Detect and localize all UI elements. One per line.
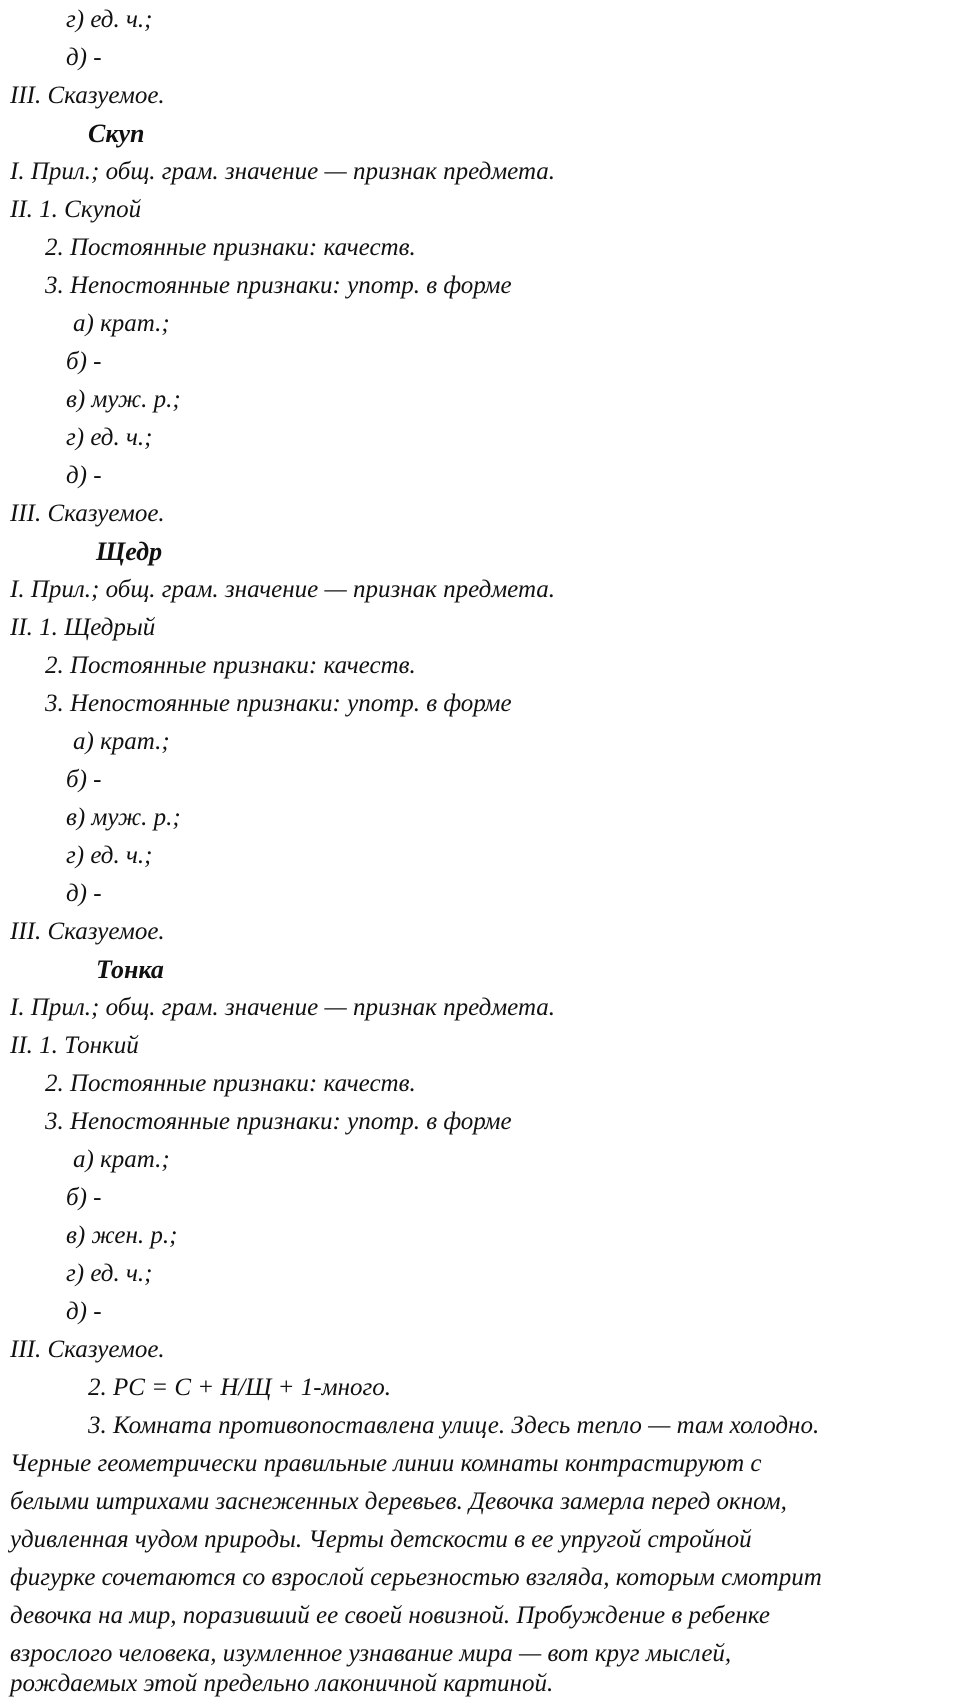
feature-d: д) -: [66, 462, 102, 489]
feature-b: б) -: [66, 348, 102, 375]
initial-form-line: II. 1. Щедрый: [10, 614, 156, 641]
initial-form-line: II. 1. Тонкий: [10, 1032, 139, 1059]
task-3-paragraph-line: Черные геометрически правильные линии комнаты контрастируют с: [10, 1450, 762, 1477]
part-of-speech-line: I. Прил.; общ. грам. значение — признак предмета.: [10, 158, 556, 185]
task-2-formula: 2. PC = C + Н/Щ + 1-много.: [88, 1374, 391, 1401]
word-heading-tonka: Тонка: [96, 955, 164, 984]
feature-v: в) жен. р.;: [66, 1222, 178, 1249]
feature-g: г) ед. ч.;: [66, 424, 153, 451]
syntactic-role: III. Сказуемое.: [10, 82, 165, 109]
task-3-paragraph-line: девочка на мир, поразивший ее своей новизной. Пробуждение в ребенке: [10, 1602, 770, 1629]
feature-d: д) -: [66, 1298, 102, 1325]
task-3-paragraph-line: рождаемых этой предельно лаконичной картиной.: [10, 1670, 554, 1697]
feature-b: б) -: [66, 1184, 102, 1211]
task-3-paragraph-line: взрослого человека, изумленное узнавание мира — вот круг мыслей,: [10, 1640, 732, 1667]
constant-features-line: 2. Постоянные признаки: качеств.: [45, 1070, 416, 1097]
constant-features-line: 2. Постоянные признаки: качеств.: [45, 234, 416, 261]
feature-d: д) -: [66, 880, 102, 907]
task-3-paragraph-line: 3. Комната противопоставлена улице. Здесь тепло — там холодно.: [88, 1412, 820, 1439]
feature-g: г) ед. ч.;: [66, 842, 153, 869]
feature-d: д) -: [66, 44, 102, 71]
task-3-paragraph-line: удивленная чудом природы. Черты детскости в ее упругой стройной: [10, 1526, 752, 1553]
constant-features-line: 2. Постоянные признаки: качеств.: [45, 652, 416, 679]
feature-g: г) ед. ч.;: [66, 6, 153, 33]
feature-v: в) муж. р.;: [66, 804, 181, 831]
feature-a: а) крат.;: [73, 310, 170, 337]
feature-a: а) крат.;: [73, 1146, 170, 1173]
feature-g: г) ед. ч.;: [66, 1260, 153, 1287]
initial-form-line: II. 1. Скупой: [10, 196, 142, 223]
task-3-paragraph-line: фигурке сочетаются со взрослой серьезностью взгляда, которым смотрит: [10, 1564, 822, 1591]
variable-features-line: 3. Непостоянные признаки: употр. в форме: [45, 1108, 512, 1135]
word-heading-skup: Скуп: [88, 119, 145, 148]
part-of-speech-line: I. Прил.; общ. грам. значение — признак предмета.: [10, 994, 556, 1021]
syntactic-role: III. Сказуемое.: [10, 918, 165, 945]
variable-features-line: 3. Непостоянные признаки: употр. в форме: [45, 272, 512, 299]
syntactic-role: III. Сказуемое.: [10, 500, 165, 527]
word-heading-shchedr: Щедр: [96, 537, 163, 566]
feature-a: а) крат.;: [73, 728, 170, 755]
part-of-speech-line: I. Прил.; общ. грам. значение — признак предмета.: [10, 576, 556, 603]
variable-features-line: 3. Непостоянные признаки: употр. в форме: [45, 690, 512, 717]
feature-b: б) -: [66, 766, 102, 793]
task-3-paragraph-line: белыми штрихами заснеженных деревьев. Девочка замерла перед окном,: [10, 1488, 787, 1515]
syntactic-role: III. Сказуемое.: [10, 1336, 165, 1363]
feature-v: в) муж. р.;: [66, 386, 181, 413]
